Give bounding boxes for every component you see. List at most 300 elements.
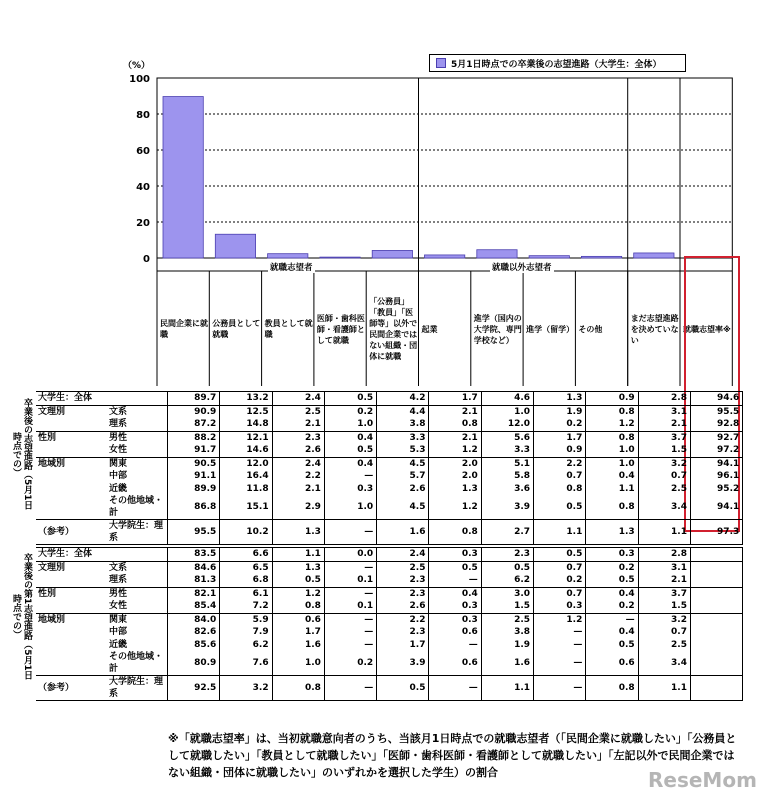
table-cell: 0.5 (377, 676, 429, 701)
table-row (36, 470, 743, 483)
row-group-label (36, 639, 107, 652)
table-cell: 2.4 (272, 392, 324, 406)
table-cell: 0.9 (534, 444, 586, 457)
table-row (36, 483, 743, 496)
table-cell (690, 548, 742, 562)
resemom-logo: ReseMom (648, 768, 757, 792)
bar (268, 254, 308, 258)
table-aspiration (36, 391, 743, 545)
column-header: 進学（留学） (526, 324, 575, 334)
table-cell: 3.6 (481, 483, 533, 496)
row-group-label (36, 626, 107, 639)
table-cell: 2.3 (377, 587, 429, 600)
table-cell: 0.5 (534, 548, 586, 562)
row-label: 中部 (109, 627, 128, 638)
table-cell: 92.7 (690, 431, 742, 444)
table-cell: 3.8 (481, 626, 533, 639)
table-cell: 2.0 (429, 470, 481, 483)
table-cell: 5.7 (377, 470, 429, 483)
bar (529, 256, 569, 258)
table-cell: 0.6 (272, 613, 324, 626)
group-label-non-employment: 就職以外志望者 (492, 263, 552, 273)
row-group-label (36, 651, 107, 676)
table-cell: 1.2 (272, 587, 324, 600)
table-cell: 0.5 (429, 561, 481, 574)
table-cell: 1.7 (377, 639, 429, 652)
row-group-label: 文理別 (36, 405, 107, 418)
table-cell: 1.1 (534, 520, 586, 545)
table-row (36, 392, 743, 406)
table-cell: 84.0 (168, 613, 220, 626)
table-cell: 92.8 (690, 418, 742, 431)
table-cell: 15.1 (220, 495, 272, 520)
table-cell (690, 639, 742, 652)
table-cell: 0.2 (586, 600, 638, 613)
table-row (36, 676, 743, 701)
row-group-label (36, 418, 107, 431)
table-cell: 0.7 (638, 470, 690, 483)
row-label: 関東 (107, 457, 168, 470)
table-cell: 0.3 (429, 600, 481, 613)
table-cell: 0.8 (429, 520, 481, 545)
table-cell: 85.6 (168, 639, 220, 652)
table-first-aspiration (36, 547, 743, 701)
row-group-label (36, 470, 107, 483)
bar (634, 253, 674, 258)
row-group-label: （参考） (36, 676, 107, 701)
table-cell: 89.9 (168, 483, 220, 496)
table-cell: — (324, 587, 376, 600)
table-cell: 1.2 (429, 495, 481, 520)
row-label: その他地域・計 (109, 652, 164, 674)
table-cell: 1.1 (272, 548, 324, 562)
plot-frame (157, 78, 732, 258)
table-cell: 4.2 (377, 392, 429, 406)
table-cell (690, 574, 742, 587)
row-label: 理系 (109, 575, 128, 586)
table-cell: 2.1 (272, 483, 324, 496)
table-cell: 0.1 (324, 574, 376, 587)
table-cell: 3.1 (638, 405, 690, 418)
table-cell: 95.5 (168, 520, 220, 545)
table-cell: 88.2 (168, 431, 220, 444)
table-cell: 1.3 (272, 520, 324, 545)
table-cell: 0.4 (586, 470, 638, 483)
table-cell: 0.8 (272, 600, 324, 613)
table-cell: 0.8 (586, 495, 638, 520)
table-cell: 2.2 (534, 457, 586, 470)
table-cell: 2.9 (272, 495, 324, 520)
table-cell: 0.5 (324, 392, 376, 406)
table-cell: 89.7 (168, 392, 220, 406)
table-cell: 1.2 (429, 444, 481, 457)
table-cell: 86.8 (168, 495, 220, 520)
table-row (36, 587, 743, 600)
table-cell: 0.8 (272, 676, 324, 701)
table-cell: 6.1 (220, 587, 272, 600)
table-cell: 5.8 (481, 470, 533, 483)
table-cell: 1.7 (429, 392, 481, 406)
table-cell: 1.1 (638, 520, 690, 545)
table-cell: 0.9 (586, 392, 638, 406)
row-label: 近畿 (109, 483, 128, 494)
row-group-label (36, 483, 107, 496)
row-label: 男性 (107, 431, 168, 444)
y-tick-label: 0 (143, 254, 150, 265)
table-cell: — (324, 639, 376, 652)
table-cell: 2.8 (638, 548, 690, 562)
table-cell: 0.2 (534, 574, 586, 587)
table-cell: 2.5 (638, 483, 690, 496)
table-cell: 2.3 (481, 548, 533, 562)
table-cell: 1.2 (586, 418, 638, 431)
table-row (36, 548, 743, 562)
table-cell: — (586, 613, 638, 626)
column-header: 公務員として就職 (212, 319, 261, 339)
row-group-label: （参考） (36, 520, 107, 545)
row-label: 男性 (107, 587, 168, 600)
column-header: 就職志望率※ (683, 324, 731, 334)
table-cell: 2.1 (429, 405, 481, 418)
table-cell: 2.5 (638, 639, 690, 652)
table-cell: 7.6 (220, 651, 272, 676)
table-cell: 3.0 (481, 587, 533, 600)
table-cell: 3.8 (377, 418, 429, 431)
table-cell: 90.5 (168, 457, 220, 470)
table-cell: 4.4 (377, 405, 429, 418)
table-cell: 85.4 (168, 600, 220, 613)
table-cell: 1.2 (534, 613, 586, 626)
table-cell: 2.1 (638, 418, 690, 431)
table-cell: 1.7 (534, 431, 586, 444)
table-cell: 0.2 (324, 651, 376, 676)
table-cell: 2.1 (638, 574, 690, 587)
table-cell: 3.2 (220, 676, 272, 701)
table-cell: 7.9 (220, 626, 272, 639)
table-cell: 1.0 (324, 418, 376, 431)
y-tick-label: 60 (136, 146, 150, 157)
table-cell: 1.1 (638, 676, 690, 701)
table-cell: 2.3 (377, 626, 429, 639)
y-tick-label: 20 (136, 218, 150, 229)
table-cell: 1.1 (586, 483, 638, 496)
bar (163, 97, 203, 258)
table-row (36, 561, 743, 574)
table-row (36, 600, 743, 613)
table-cell: 0.6 (429, 651, 481, 676)
table-cell: 5.3 (377, 444, 429, 457)
row-group-label (36, 600, 107, 613)
row-group-label: 地域別 (36, 457, 107, 470)
table-cell: 2.5 (481, 613, 533, 626)
table-cell: 2.7 (481, 520, 533, 545)
table-cell: 0.7 (534, 470, 586, 483)
table-cell: 1.0 (481, 405, 533, 418)
table-cell: 5.9 (220, 613, 272, 626)
table-row (36, 574, 743, 587)
table-cell: 3.3 (481, 444, 533, 457)
table-cell: 1.3 (586, 520, 638, 545)
table-cell: 2.1 (429, 431, 481, 444)
row-group-label: 性別 (36, 431, 107, 444)
y-axis-unit: （%） (123, 61, 151, 71)
table-cell: 0.7 (534, 587, 586, 600)
table-cell: 0.3 (429, 548, 481, 562)
table-row (36, 613, 743, 626)
table-cell: 2.5 (272, 405, 324, 418)
table-row (36, 626, 743, 639)
table-cell: 0.3 (586, 548, 638, 562)
table-cell: 0.4 (586, 626, 638, 639)
row-group-label: 大学生：全体 (36, 392, 168, 406)
table-row (36, 520, 743, 545)
table-cell: 80.9 (168, 651, 220, 676)
table-cell: 12.5 (220, 405, 272, 418)
table-cell: 16.4 (220, 470, 272, 483)
table-row (36, 431, 743, 444)
table-cell: 11.8 (220, 483, 272, 496)
table-cell: 1.6 (272, 639, 324, 652)
table-cell: 1.0 (586, 444, 638, 457)
table-cell: 97.2 (690, 444, 742, 457)
table-cell: 0.6 (429, 626, 481, 639)
table-cell: 0.8 (586, 431, 638, 444)
table-cell: 6.6 (220, 548, 272, 562)
table-cell: 1.3 (534, 392, 586, 406)
table-cell: — (534, 651, 586, 676)
table-cell: 3.7 (638, 587, 690, 600)
footnote: ※「就職志望率」は、当初就職意向者のうち、当該月1日時点での就職志望者（「民間企業に就職したい」「公務員として就職したい」「教員として就職したい」「医師・歯科医師・看護師として就職したい」「左記以外で民間企業ではない組織・団体に就職したい」のいずれかを選択した学生）の割合 (168, 732, 737, 779)
bar (425, 255, 465, 258)
table-cell: 1.0 (324, 495, 376, 520)
table-cell: — (534, 676, 586, 701)
table-cell: 1.0 (272, 651, 324, 676)
column-header: 「公務員」「教員」「医師等」以外で民間企業ではない組織・団体に就職 (369, 297, 418, 361)
legend-label: 5月1日時点での卒業後の志望進路（大学生：全体） (451, 59, 662, 70)
table2-side-label: 卒業後の第1志望進路（5月1日時点での） (11, 552, 32, 680)
table-cell: 1.7 (272, 626, 324, 639)
table-cell: 0.5 (272, 574, 324, 587)
row-label: 関東 (107, 613, 168, 626)
table-cell: 3.3 (377, 431, 429, 444)
table-cell: 3.9 (377, 651, 429, 676)
table-cell: 94.1 (690, 457, 742, 470)
table-cell: 0.5 (534, 495, 586, 520)
row-group-label (36, 444, 107, 457)
row-label: 理系 (109, 419, 128, 430)
table-cell: 1.5 (481, 600, 533, 613)
table-cell: — (324, 520, 376, 545)
row-group-label: 大学生：全体 (36, 548, 168, 562)
table-cell: 3.2 (638, 457, 690, 470)
column-header: 民間企業に就職 (160, 319, 208, 339)
row-label: 大学院生：理系 (107, 520, 168, 545)
table-cell: 95.2 (690, 483, 742, 496)
table-cell: 94.6 (690, 392, 742, 406)
column-header: まだ志望進路を決めていない (630, 313, 679, 345)
table-cell: — (429, 574, 481, 587)
legend (429, 54, 686, 72)
table-cell: 87.2 (168, 418, 220, 431)
bar (477, 250, 517, 258)
table-cell: 0.5 (481, 561, 533, 574)
table-cell: 0.1 (324, 600, 376, 613)
table-row (36, 639, 743, 652)
table-cell: 2.4 (377, 548, 429, 562)
table-cell: 0.2 (534, 418, 586, 431)
table-cell: 2.4 (272, 457, 324, 470)
table-cell: 4.5 (377, 495, 429, 520)
table-cell: 3.4 (638, 651, 690, 676)
table-cell (690, 676, 742, 701)
table-cell: 1.5 (638, 600, 690, 613)
table-cell: 0.8 (586, 405, 638, 418)
table-row (36, 457, 743, 470)
table-cell: 84.6 (168, 561, 220, 574)
table-cell: 3.2 (638, 613, 690, 626)
y-tick-label: 100 (129, 74, 150, 85)
table-cell: 6.8 (220, 574, 272, 587)
table-cell: 0.0 (324, 548, 376, 562)
table-cell: 0.6 (586, 651, 638, 676)
table-cell (690, 651, 742, 676)
table-cell: 91.7 (168, 444, 220, 457)
table-row (36, 651, 743, 676)
y-tick-label: 40 (136, 182, 150, 193)
table-cell: 14.8 (220, 418, 272, 431)
column-header: 進学（国内の大学院、専門学校など） (473, 313, 522, 345)
table-cell: 14.6 (220, 444, 272, 457)
table-row (36, 405, 743, 418)
table-cell: 0.8 (534, 483, 586, 496)
table-cell: 7.2 (220, 600, 272, 613)
table-cell: 0.2 (324, 405, 376, 418)
table-cell: 5.6 (481, 431, 533, 444)
row-group-label: 文理別 (36, 561, 107, 574)
table-cell: 92.5 (168, 676, 220, 701)
table-row (36, 418, 743, 431)
table-cell: 1.1 (481, 676, 533, 701)
table-cell: — (534, 626, 586, 639)
group-label-employment: 就職志望者 (270, 263, 313, 273)
table-cell: 82.6 (168, 626, 220, 639)
table-cell (690, 626, 742, 639)
legend-swatch (436, 58, 446, 68)
table-cell: 3.1 (638, 561, 690, 574)
row-label: 文系 (107, 561, 168, 574)
table-cell: 82.1 (168, 587, 220, 600)
table-cell: 95.5 (690, 405, 742, 418)
table-cell: 0.4 (324, 431, 376, 444)
row-label: 文系 (107, 405, 168, 418)
table-cell: 6.5 (220, 561, 272, 574)
row-label: 大学院生：理系 (107, 676, 168, 701)
table-cell: 0.3 (534, 600, 586, 613)
table-cell: 0.3 (324, 483, 376, 496)
table-cell: 2.3 (377, 574, 429, 587)
table-cell: 0.8 (586, 676, 638, 701)
table-cell: 1.0 (586, 457, 638, 470)
table-cell (690, 561, 742, 574)
row-label: 女性 (109, 445, 128, 456)
table-cell: — (324, 613, 376, 626)
table-row (36, 444, 743, 457)
table-cell: 2.8 (638, 392, 690, 406)
table-cell: 1.9 (481, 639, 533, 652)
y-tick-label: 80 (136, 110, 150, 121)
table-cell: 12.0 (481, 418, 533, 431)
table-cell: 12.0 (220, 457, 272, 470)
table-cell: 97.3 (690, 520, 742, 545)
table-cell: 13.2 (220, 392, 272, 406)
table-cell: 6.2 (481, 574, 533, 587)
table-cell: 2.3 (272, 431, 324, 444)
table-cell: — (534, 639, 586, 652)
table-cell: 2.5 (377, 561, 429, 574)
table-cell: — (429, 639, 481, 652)
column-header: 医師・歯科医師・看護師として就職 (316, 313, 365, 345)
table-cell: — (324, 626, 376, 639)
table-cell: 91.1 (168, 470, 220, 483)
row-label: その他地域・計 (109, 496, 164, 518)
table-row (36, 495, 743, 520)
table-cell: 0.4 (586, 587, 638, 600)
bar (581, 256, 621, 258)
row-group-label (36, 495, 107, 520)
table-cell (690, 587, 742, 600)
row-group-label: 地域別 (36, 613, 107, 626)
row-label: 近畿 (109, 639, 128, 650)
table-cell: 5.1 (481, 457, 533, 470)
table-cell: 1.6 (377, 520, 429, 545)
table-cell: — (324, 676, 376, 701)
table-cell: 2.6 (377, 600, 429, 613)
table-cell: 90.9 (168, 405, 220, 418)
table-cell: — (324, 470, 376, 483)
table-cell: 2.1 (272, 418, 324, 431)
table-cell: 0.4 (429, 587, 481, 600)
table-cell: 1.6 (481, 651, 533, 676)
table-cell: 2.2 (272, 470, 324, 483)
column-header: その他 (578, 324, 603, 334)
row-group-label: 性別 (36, 587, 107, 600)
table-cell: 4.5 (377, 457, 429, 470)
table-cell: 1.9 (534, 405, 586, 418)
column-header: 教員として就職 (264, 319, 313, 339)
column-header: 起業 (421, 324, 438, 334)
table-cell (690, 613, 742, 626)
table-cell: 0.7 (638, 626, 690, 639)
table-cell (690, 600, 742, 613)
table-cell: 0.5 (586, 574, 638, 587)
table-cell: 10.2 (220, 520, 272, 545)
table-cell: — (429, 676, 481, 701)
table-cell: 0.3 (429, 613, 481, 626)
table-cell: 81.3 (168, 574, 220, 587)
table-cell: 0.4 (324, 457, 376, 470)
table-cell: 3.9 (481, 495, 533, 520)
table-cell: 2.0 (429, 457, 481, 470)
table-cell: 2.6 (377, 483, 429, 496)
table-cell: 2.2 (377, 613, 429, 626)
table-cell: 1.3 (272, 561, 324, 574)
row-label: 中部 (109, 471, 128, 482)
table-cell: 1.5 (638, 444, 690, 457)
table-cell: 96.1 (690, 470, 742, 483)
table-cell: 2.6 (272, 444, 324, 457)
table1-side-label: 卒業後の志望進路（5月1日時点での） (11, 398, 32, 510)
table-cell: — (324, 561, 376, 574)
